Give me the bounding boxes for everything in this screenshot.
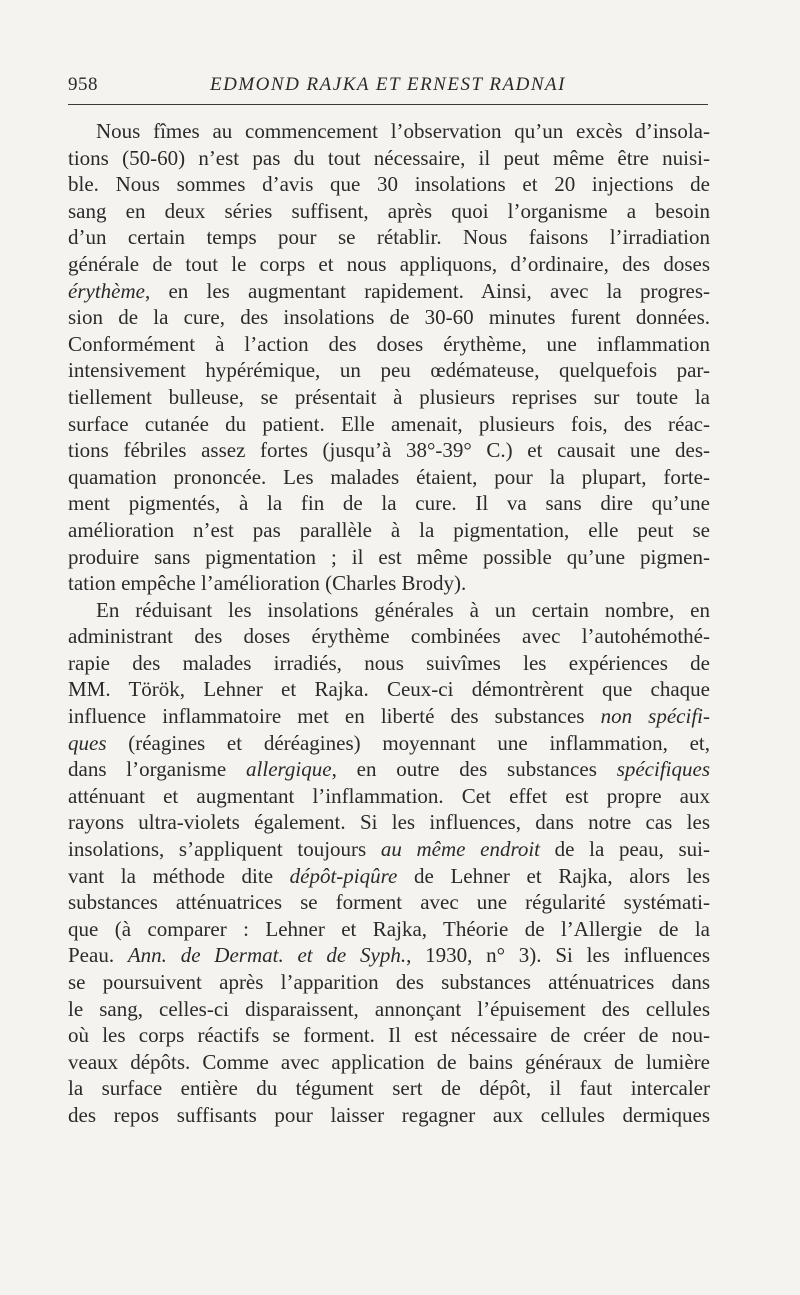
text-line: Peau. Ann. de Dermat. et de Syph., 1930, n° 3). Si les influences — [68, 943, 711, 968]
text-line: tiellement bulleuse, se présentait à plusieurs reprises sur toute la — [68, 384, 710, 409]
header-rule — [68, 104, 708, 105]
text-line: Conformément à l’action des doses érythème, une inflammation — [68, 331, 710, 356]
text-line: ques (réagines et déréagines) moyennant une inflammation, et, — [68, 730, 710, 755]
text-line: le sang, celles-ci disparaissent, annonçant l’épuisement des cellules — [68, 996, 710, 1021]
text-line: veaux dépôts. Comme avec application de bains généraux de lumière — [68, 1049, 710, 1074]
text-line: En réduisant les insolations générales à un certain nombre, en — [96, 597, 710, 622]
text-line: substances atténuatrices se forment avec une régularité systémati- — [68, 890, 710, 915]
text-line: vant la méthode dite dépôt-piqûre de Lehner et Rajka, alors les — [68, 863, 710, 888]
text-line: influence inflammatoire met en liberté des substances non spécifi- — [68, 704, 710, 729]
text-line: tions (50-60) n’est pas du tout nécessaire, il peut même être nuisi- — [68, 145, 710, 170]
text-line: rayons ultra-violets également. Si les influences, dans notre cas les — [68, 810, 710, 835]
text-line: MM. Török, Lehner et Rajka. Ceux-ci démontrèrent que chaque — [68, 677, 710, 702]
text-line: amélioration n’est pas parallèle à la pigmentation, elle peut se — [68, 517, 710, 542]
page-number: 958 — [68, 74, 98, 95]
text-line: atténuant et augmentant l’inflammation. Cet effet est propre aux — [68, 783, 710, 808]
text-line: surface cutanée du patient. Elle amenait, plusieurs fois, des réac- — [68, 411, 710, 436]
text-line: que (à comparer : Lehner et Rajka, Théorie de l’Allergie de la — [68, 916, 710, 941]
text-line: des repos suffisants pour laisser regagner aux cellules dermiques — [68, 1102, 710, 1127]
text-line: se poursuivent après l’apparition des substances atténuatrices dans — [68, 970, 710, 994]
text-line: insolations, s’appliquent toujours au même endroit de la peau, sui- — [68, 837, 711, 862]
text-line: rapie des malades irradiés, nous suivîmes les expériences de — [68, 650, 710, 675]
text-line: tions fébriles assez fortes (jusqu’à 38°-39° C.) et causait une des- — [68, 438, 710, 463]
text-line: quamation prononcée. Les malades étaient, pour la plupart, forte- — [68, 464, 710, 489]
text-line: Nous fîmes au commencement l’observation qu’un excès d’insola- — [96, 119, 710, 143]
text-line: dans l’organisme allergique, en outre des substances spécifiques — [68, 757, 710, 782]
text-line: érythème, en les augmentant rapidement. Ainsi, avec la progres- — [68, 278, 710, 303]
text-line: la surface entière du tégument sert de dépôt, il faut intercaler — [68, 1076, 710, 1101]
text-line: où les corps réactifs se forment. Il est nécessaire de créer de nou- — [68, 1023, 710, 1048]
text-line: d’un certain temps pour se rétablir. Nous faisons l’irradiation — [68, 225, 710, 250]
text-line: intensivement hypérémique, un peu œdémateuse, quelquefois par- — [68, 358, 710, 383]
text-line: générale de tout le corps et nous appliquons, d’ordinaire, des doses — [68, 251, 710, 276]
body-text — [68, 118, 710, 1129]
running-header — [68, 70, 708, 102]
text-line: ment pigmentés, à la fin de la cure. Il va sans dire qu’une — [68, 491, 710, 516]
text-line: tation empêche l’amélioration (Charles Brody). — [68, 571, 467, 596]
text-line: administrant des doses érythème combinées avec l’autohémothé- — [68, 624, 710, 649]
text-line: sion de la cure, des insolations de 30-60 minutes furent données. — [68, 305, 710, 330]
text-line: ble. Nous sommes d’avis que 30 insolations et 20 injections de — [68, 172, 710, 197]
text-line: sang en deux séries suffisent, après quoi l’organisme a besoin — [68, 198, 710, 223]
running-title: EDMOND RAJKA ET ERNEST RADNAI — [210, 74, 566, 95]
text-line: produire sans pigmentation ; il est même possible qu’une pigmen- — [68, 544, 710, 569]
